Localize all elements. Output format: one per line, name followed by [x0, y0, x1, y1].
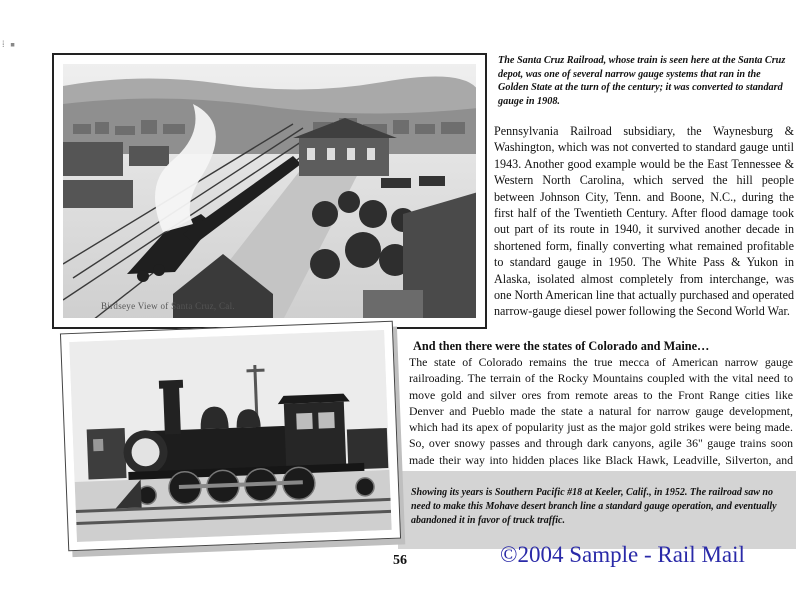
page-number: 56 [393, 553, 407, 568]
santa-cruz-photo [52, 53, 487, 329]
bottom-photo-caption: Showing its years is Southern Pacific #18 at Keeler, Calif., in 1952. The railroad saw no need to make this Mohave desert branch line a standard gauge operation, and eventually abandoned it in favor of truck traffic. [411, 487, 777, 526]
locomotive-photo-image [69, 330, 391, 542]
scan-marks: ⁞ ▪ [2, 40, 16, 50]
santa-cruz-illustration [63, 64, 476, 318]
top-photo-caption: The Santa Cruz Railroad, whose train is seen here at the Santa Cruz depot, was one of several narrow gauge systems that ran in the Golden State at the turn of the century; it was converted to standard gauge in 1908. [498, 55, 786, 107]
body-text-bottom: The state of Colorado remains the true mecca of American narrow gauge railroading. The terrain of the Rocky Mountains coupled with the vital need to move gold and silver ores from remote areas to the Front Range cities like Denver and Pueblo made the state a natural for narrow gauge development, which had its apex of popularity just as the major gold strikes were being made. So, over snowy passes and through dark canyons, agile 36" gauge trains soon made their way into hidden places like Black Hawk, Leadville, Silverton, and [409, 355, 793, 467]
photo-overlay-caption: Birdseye View of Santa Cruz, Cal. [101, 301, 235, 311]
santa-cruz-photo-image [63, 64, 476, 318]
copyright-watermark: ©2004 Sample - Rail Mail [500, 542, 745, 567]
locomotive-photo [60, 321, 401, 552]
body-text-right: Pennsylvania Railroad subsidiary, the Waynesburg & Washington, which was not converted to standard gauge until 1943. Another good example would be the East Tennessee & Western North Carolina, which served the hill people between Johnson City, Tenn. and Boone, N.C., during the first half of the Twentieth Century. After flood damage took out part of its route in 1940, it survived another decade in shortened form, finally converting what remained profitable to standard gauge in 1950. The White Pass & Yukon in Alaska, isolated almost completely from interchange, was one North American line that actually purchased and operated narrow-gauge diesel power following the Second World War. [494, 124, 794, 319]
locomotive-illustration [69, 330, 391, 542]
section-heading: And then there were the states of Colorado and Maine… [413, 339, 710, 353]
